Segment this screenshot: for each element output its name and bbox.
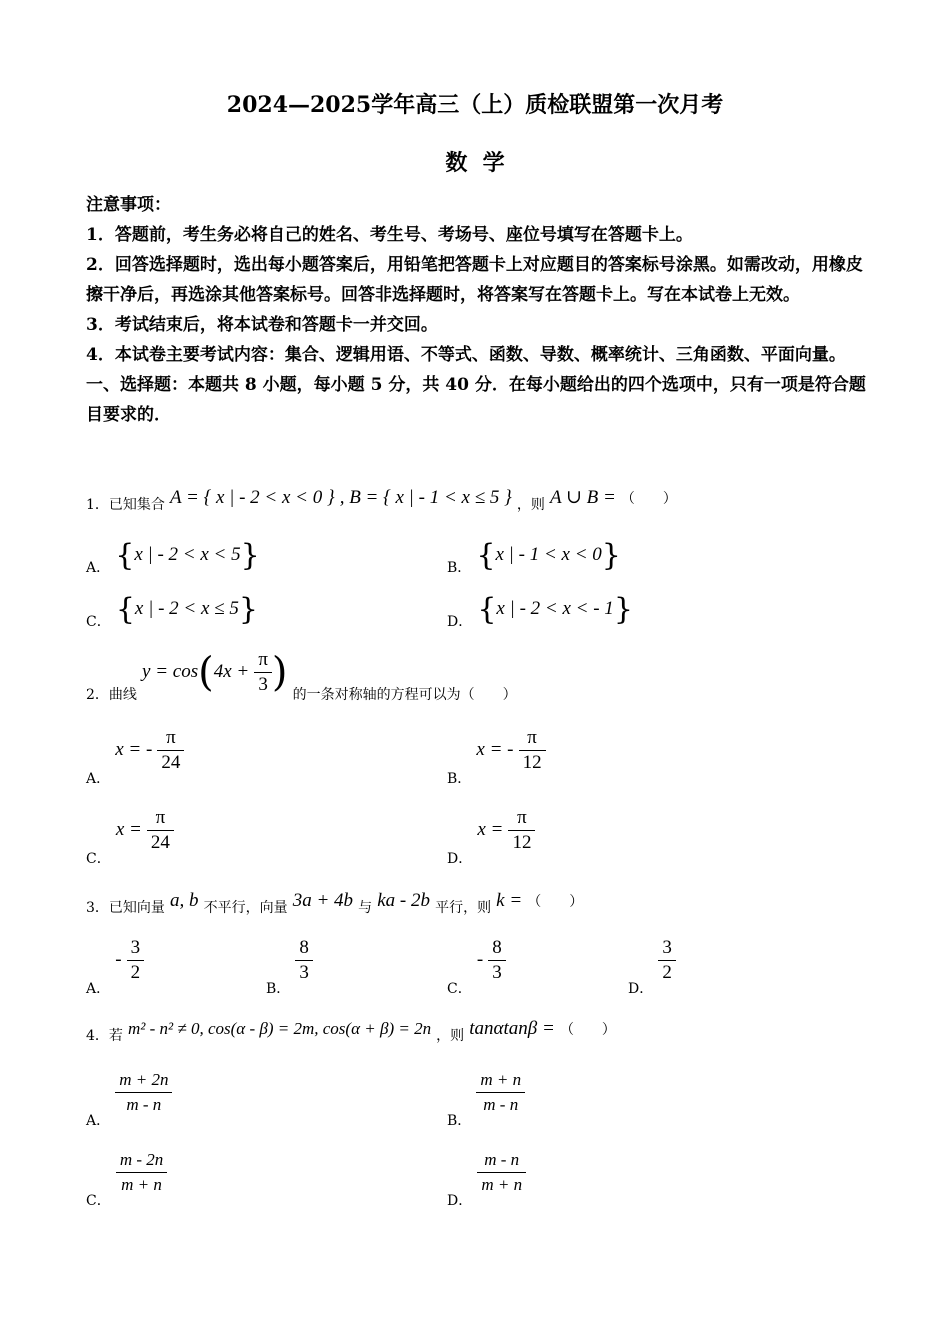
option-label: C． (86, 1193, 111, 1209)
question-1 (86, 486, 677, 514)
option-den: m + n (121, 1175, 162, 1194)
q3-blank: （ ） (527, 894, 584, 910)
option-den: m - n (483, 1095, 519, 1114)
option-label: C． (447, 981, 472, 997)
option-label: D． (628, 981, 654, 997)
q1-option-b[interactable]: B． {x | - 1 < x < 0} (447, 538, 621, 576)
q2-option-c[interactable] (86, 806, 174, 868)
option-num: π (147, 806, 174, 831)
q3-option-a[interactable] (86, 936, 144, 998)
question-4 (86, 1018, 616, 1045)
section-heading: 一、选择题：本题共 8 小题，每小题 5 分，共 40 分．在每小题给出的四个选项中，只有一项是符合题目要求的． (86, 375, 866, 425)
option-label: D． (447, 1193, 473, 1209)
option-den: 12 (522, 752, 542, 773)
option-label: B． (266, 981, 291, 997)
option-num: m + 2n (115, 1068, 172, 1093)
q2-option-b[interactable] (447, 726, 546, 788)
option-den: 2 (662, 962, 672, 983)
option-sign: - (476, 949, 484, 970)
q4-condition: m² - n² ≠ 0, cos(α - β) = 2m, cos(α + β) = 2n (128, 1019, 432, 1038)
q4-prefix: 4．若 (86, 1028, 123, 1044)
option-label: B． (447, 1113, 472, 1129)
option-label: D． (447, 851, 473, 867)
q4-option-c[interactable] (86, 1148, 167, 1210)
option-content: x | - 2 < x ≤ 5 (134, 598, 239, 619)
q3-t3: 平行，则 (435, 900, 492, 916)
option-den: 2 (130, 962, 141, 983)
q4-t1: ，则 (436, 1028, 465, 1044)
option-label: A． (86, 771, 111, 787)
q2-pi: π (254, 648, 272, 673)
option-num: 3 (658, 936, 676, 961)
q2-arg: 4x + (213, 661, 250, 682)
option-label: D． (447, 614, 473, 630)
option-den: 3 (299, 962, 309, 983)
q2-prefix: 2．曲线 (86, 687, 137, 703)
notice-heading: 注意事项： (86, 195, 171, 215)
q2-option-a[interactable] (86, 726, 184, 788)
option-num: m - n (477, 1148, 526, 1173)
q1-set-b: , B = { x | - 1 < x ≤ 5 } (339, 487, 512, 508)
option-lhs: x = - (115, 739, 153, 760)
question-3 (86, 890, 583, 917)
option-num: 8 (488, 936, 506, 961)
q2-option-d[interactable] (447, 806, 535, 868)
notice-item-1: 1．答题前，考生务必将自己的姓名、考生号、考场号、座位号填写在答题卡上。 (86, 225, 693, 245)
q1-suffix: ，则 (516, 497, 545, 513)
option-num: π (508, 806, 535, 831)
q2-suffix: 的一条对称轴的方程可以为（ ） (292, 687, 517, 703)
q1-set-a: A = { x | - 2 < x < 0 } (170, 487, 335, 508)
question-2: 2．曲线 y = cos(4x + $\frac{\pi}{3}$ ) 的一条对称轴的方程可以为（ ） (86, 649, 517, 703)
q2-three: 3 (258, 674, 268, 695)
q3-e1: 3a + 4b (292, 890, 354, 911)
option-content: x | - 1 < x < 0 (495, 544, 602, 565)
option-label: A． (86, 1113, 111, 1129)
option-label: C． (86, 851, 111, 867)
q3-option-c[interactable] (447, 936, 506, 998)
option-den: 12 (512, 832, 532, 853)
option-label: C． (86, 614, 111, 630)
q2-func: y = cos (142, 661, 199, 682)
option-num: 8 (295, 936, 313, 961)
option-lhs: x = (477, 819, 504, 840)
q3-e3: k = (496, 890, 523, 911)
q4-blank: （ ） (559, 1022, 616, 1038)
option-lhs: x = (115, 819, 142, 840)
option-den: 24 (150, 832, 170, 853)
q3-t2: 与 (358, 900, 373, 916)
q3-t1: 不平行，向量 (203, 900, 288, 916)
q1-option-a[interactable]: A． {x | - 2 < x < 5} (86, 538, 260, 576)
option-label: A． (86, 560, 111, 576)
option-num: π (519, 726, 546, 751)
notice-block (86, 190, 866, 430)
exam-title: 2024—2025学年高三（上）质检联盟第一次月考 (226, 92, 724, 118)
option-num: m + n (476, 1068, 525, 1093)
option-den: 3 (492, 962, 502, 983)
option-den: m - n (126, 1095, 162, 1114)
option-content: x | - 2 < x < - 1 (496, 598, 614, 619)
q4-expr: tanαtanβ = (469, 1018, 555, 1039)
q1-option-d[interactable]: D． {x | - 2 < x < - 1} (447, 592, 633, 630)
q4-option-d[interactable] (447, 1148, 526, 1210)
option-den: 24 (161, 752, 181, 773)
q3-vec: a, b (170, 890, 199, 911)
q3-option-b[interactable] (266, 936, 313, 998)
option-num: 3 (127, 936, 145, 961)
subject-title: 数 学 (445, 150, 505, 176)
option-label: B． (447, 771, 472, 787)
q3-option-d[interactable] (628, 936, 676, 998)
option-sign: - (115, 949, 122, 970)
notice-item-4: 4．本试卷主要考试内容：集合、逻辑用语、不等式、函数、导数、概率统计、三角函数、平面向量。 (86, 345, 846, 365)
q3-prefix: 3．已知向量 (86, 900, 165, 916)
option-num: m - 2n (116, 1148, 167, 1173)
q1-prefix: 1．已知集合 (86, 497, 165, 513)
q1-expr: A ∪ B = (549, 487, 616, 508)
option-num: π (157, 726, 184, 751)
option-lhs: x = - (476, 739, 514, 760)
q4-option-b[interactable] (447, 1068, 525, 1130)
option-label: B． (447, 560, 472, 576)
q3-e2: ka - 2b (377, 890, 430, 911)
q1-option-c[interactable]: C． {x | - 2 < x ≤ 5} (86, 592, 258, 630)
option-den: m + n (481, 1175, 523, 1194)
q1-blank: （ ） (620, 491, 677, 507)
option-label: A． (86, 981, 111, 997)
q4-option-a[interactable] (86, 1068, 172, 1130)
notice-item-3: 3．考试结束后，将本试卷和答题卡一并交回。 (86, 315, 438, 335)
notice-item-2: 2．回答选择题时，选出每小题答案后，用铅笔把答题卡上对应题目的答案标号涂黑。如需改动，用橡皮擦干净后，再选涂其他答案标号。回答非选择题时，将答案写在答题卡上。写在本试卷上无效。 (86, 255, 863, 305)
option-content: x | - 2 < x < 5 (134, 544, 241, 565)
